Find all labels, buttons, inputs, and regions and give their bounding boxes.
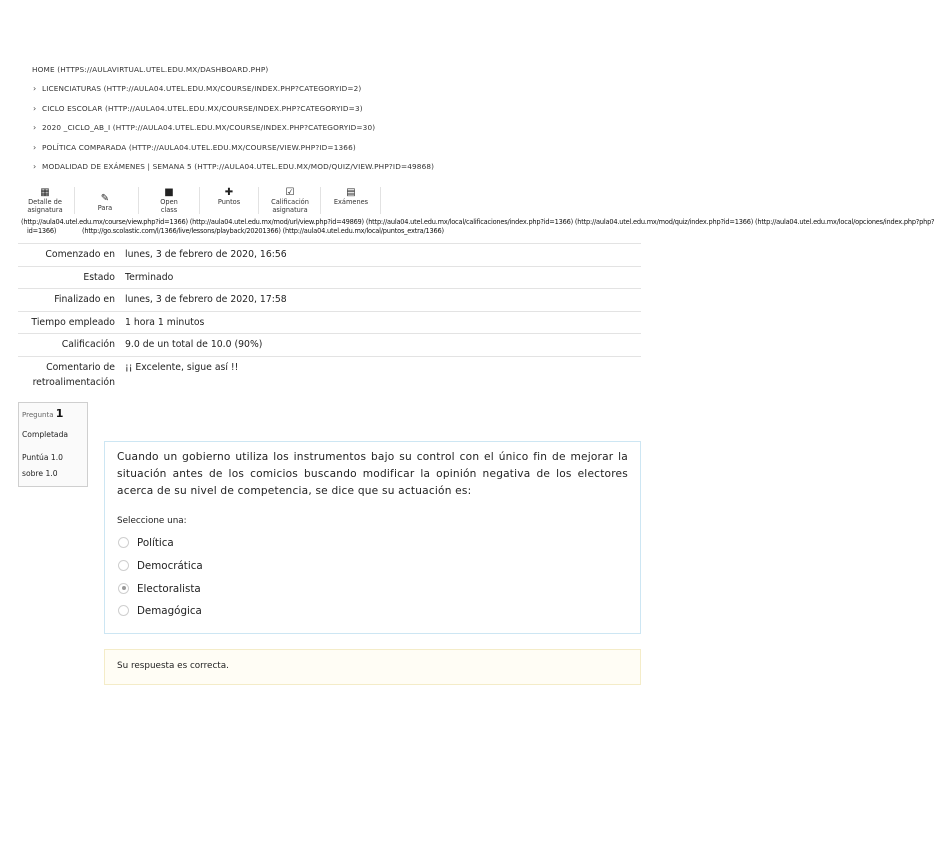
radio-button[interactable] [118, 560, 129, 571]
option-label: Electoralista [137, 583, 201, 595]
toolbar-label: asignatura [272, 206, 308, 214]
breadcrumb-home-link[interactable]: HOME (HTTPS://AULAVIRTUAL.UTEL.EDU.MX/DASHBOARD.PHP) [32, 65, 269, 74]
radio-button-checked[interactable] [118, 583, 129, 594]
option-label: Democrática [137, 560, 203, 572]
toolbar-label: asignatura [27, 206, 63, 214]
question-text: Cuando un gobierno utiliza los instrumentos bajo su control con el único fin de mejorar la situación antes de los comicios buscando modificar la opinión negativa de los electores acerca de su nivel de competencia, se dice que su actuación es: [117, 451, 628, 497]
toolbar-label: Calificación [271, 198, 309, 206]
toolbar-para[interactable] [78, 187, 132, 212]
answer-option[interactable] [118, 558, 203, 574]
toolbar-label: Open [160, 198, 178, 206]
toolbar-label: Puntos [217, 198, 241, 206]
question-prefix: Pregunta [22, 411, 54, 419]
radio-button[interactable] [118, 605, 129, 616]
question-state: Completada [22, 430, 69, 439]
divider [320, 187, 321, 214]
summary-value: lunes, 3 de febrero de 2020, 16:56 [125, 244, 641, 267]
grade-line: Puntúa 1.0 [22, 453, 64, 462]
summary-label: Calificación [18, 334, 125, 357]
toolbar-label: Detalle de [28, 198, 62, 206]
toolbar-url-line[interactable]: id=1366) [27, 227, 57, 235]
feedback-box [104, 649, 641, 685]
divider [199, 187, 200, 214]
chevron-right-icon: › [33, 84, 37, 94]
table-row [18, 244, 641, 267]
answer-option[interactable] [118, 535, 174, 551]
paperclip-icon: ✎ [100, 193, 110, 204]
plus-icon: ✚ [224, 187, 234, 198]
subject-detail-icon: ▦ [40, 187, 50, 198]
table-row [18, 289, 641, 312]
answer-option[interactable] [118, 603, 202, 619]
divider [74, 187, 75, 214]
breadcrumb-item-quiz[interactable]: › MODALIDAD DE EXÁMENES | SEMANA 5 (HTTP://AULA04.UTEL.EDU.MX/MOD/QUIZ/VIEW.PHP?ID=49868) [0, 157, 655, 176]
option-label: Política [137, 537, 174, 549]
chevron-right-icon: › [33, 161, 37, 171]
toolbar-open-class[interactable] [142, 187, 196, 214]
summary-value: lunes, 3 de febrero de 2020, 17:58 [125, 289, 641, 312]
toolbar-label: class [160, 206, 178, 214]
divider [138, 187, 139, 214]
breadcrumb-item-ciclo-ab[interactable]: › 2020 _CICLO_AB_I (HTTP://AULA04.UTEL.EDU.MX/COURSE/INDEX.PHP?CATEGORYID=30) [0, 118, 655, 137]
table-row [18, 334, 641, 357]
chevron-right-icon: › [33, 123, 37, 133]
chevron-right-icon: › [33, 142, 37, 152]
attempt-summary-table [18, 243, 641, 394]
checkbox-icon: ☑ [285, 187, 295, 198]
answer-prompt: Seleccione una: [117, 516, 187, 526]
video-camera-icon: ■ [164, 187, 174, 198]
question-grade [22, 450, 63, 482]
breadcrumb [0, 60, 655, 176]
option-label: Demagógica [137, 605, 202, 617]
toolbar-label: Exámenes [333, 198, 369, 206]
table-row [18, 356, 641, 394]
toolbar-subject-detail[interactable] [18, 187, 72, 214]
breadcrumb-item-course[interactable]: › POLÍTICA COMPARADA (HTTP://AULA04.UTEL.EDU.MX/COURSE/VIEW.PHP?ID=1366) [0, 138, 655, 157]
feedback-text: Su respuesta es correcta. [117, 661, 229, 671]
chevron-right-icon: › [33, 103, 37, 113]
summary-label: Comentario de retroalimentación [18, 356, 125, 394]
summary-value: 1 hora 1 minutos [125, 311, 641, 334]
summary-value: ¡¡ Excelente, sigue así !! [125, 356, 641, 394]
summary-value: 9.0 de un total de 10.0 (90%) [125, 334, 641, 357]
question-number [22, 407, 63, 420]
breadcrumb-item-ciclo-escolar[interactable]: › CICLO ESCOLAR (HTTP://AULA04.UTEL.EDU.MX/COURSE/INDEX.PHP?CATEGORYID=3) [0, 99, 655, 118]
toolbar-url-line[interactable]: (http://go.scolastic.com/l/1366/live/lessons/playback/20201366) (http://aula04.utel.edu.mx/local/puntos_extra/1366) [82, 227, 444, 235]
divider [380, 187, 381, 214]
summary-value: Terminado [125, 266, 641, 289]
course-toolbar [18, 187, 934, 237]
question-number-value: 1 [55, 407, 64, 420]
divider [258, 187, 259, 214]
question-content [104, 441, 641, 634]
clipboard-icon: ▤ [346, 187, 356, 198]
table-row [18, 311, 641, 334]
radio-button[interactable] [118, 537, 129, 548]
table-row [18, 266, 641, 289]
summary-label: Comenzado en [18, 244, 125, 267]
answer-option-selected[interactable] [118, 581, 201, 597]
breadcrumb-item-licenciaturas[interactable]: › LICENCIATURAS (HTTP://AULA04.UTEL.EDU.MX/COURSE/INDEX.PHP?CATEGORYID=2) [0, 79, 655, 98]
toolbar-examenes[interactable] [324, 187, 378, 206]
summary-label: Finalizado en [18, 289, 125, 312]
toolbar-puntos[interactable] [202, 187, 256, 206]
question-info-panel [18, 402, 88, 487]
toolbar-url-line[interactable]: (http://aula04.utel.edu.mx/course/view.php?id=1366) (http://aula04.utel.edu.mx/mod/url/view.php?id=49869) (http://aula04.utel.edu.mx/local/calificaciones/index.php?id=1366) (http://aula04.utel.edu.mx/mod/quiz/index.php?id=1366) (http://aula04.utel.edu.mx/local/opciones/index.php?php? [21, 218, 934, 226]
toolbar-calificacion[interactable] [262, 187, 318, 214]
summary-label: Tiempo empleado [18, 311, 125, 334]
grade-line: sobre 1.0 [22, 469, 58, 478]
toolbar-label: Para [97, 204, 113, 212]
summary-label: Estado [18, 266, 125, 289]
